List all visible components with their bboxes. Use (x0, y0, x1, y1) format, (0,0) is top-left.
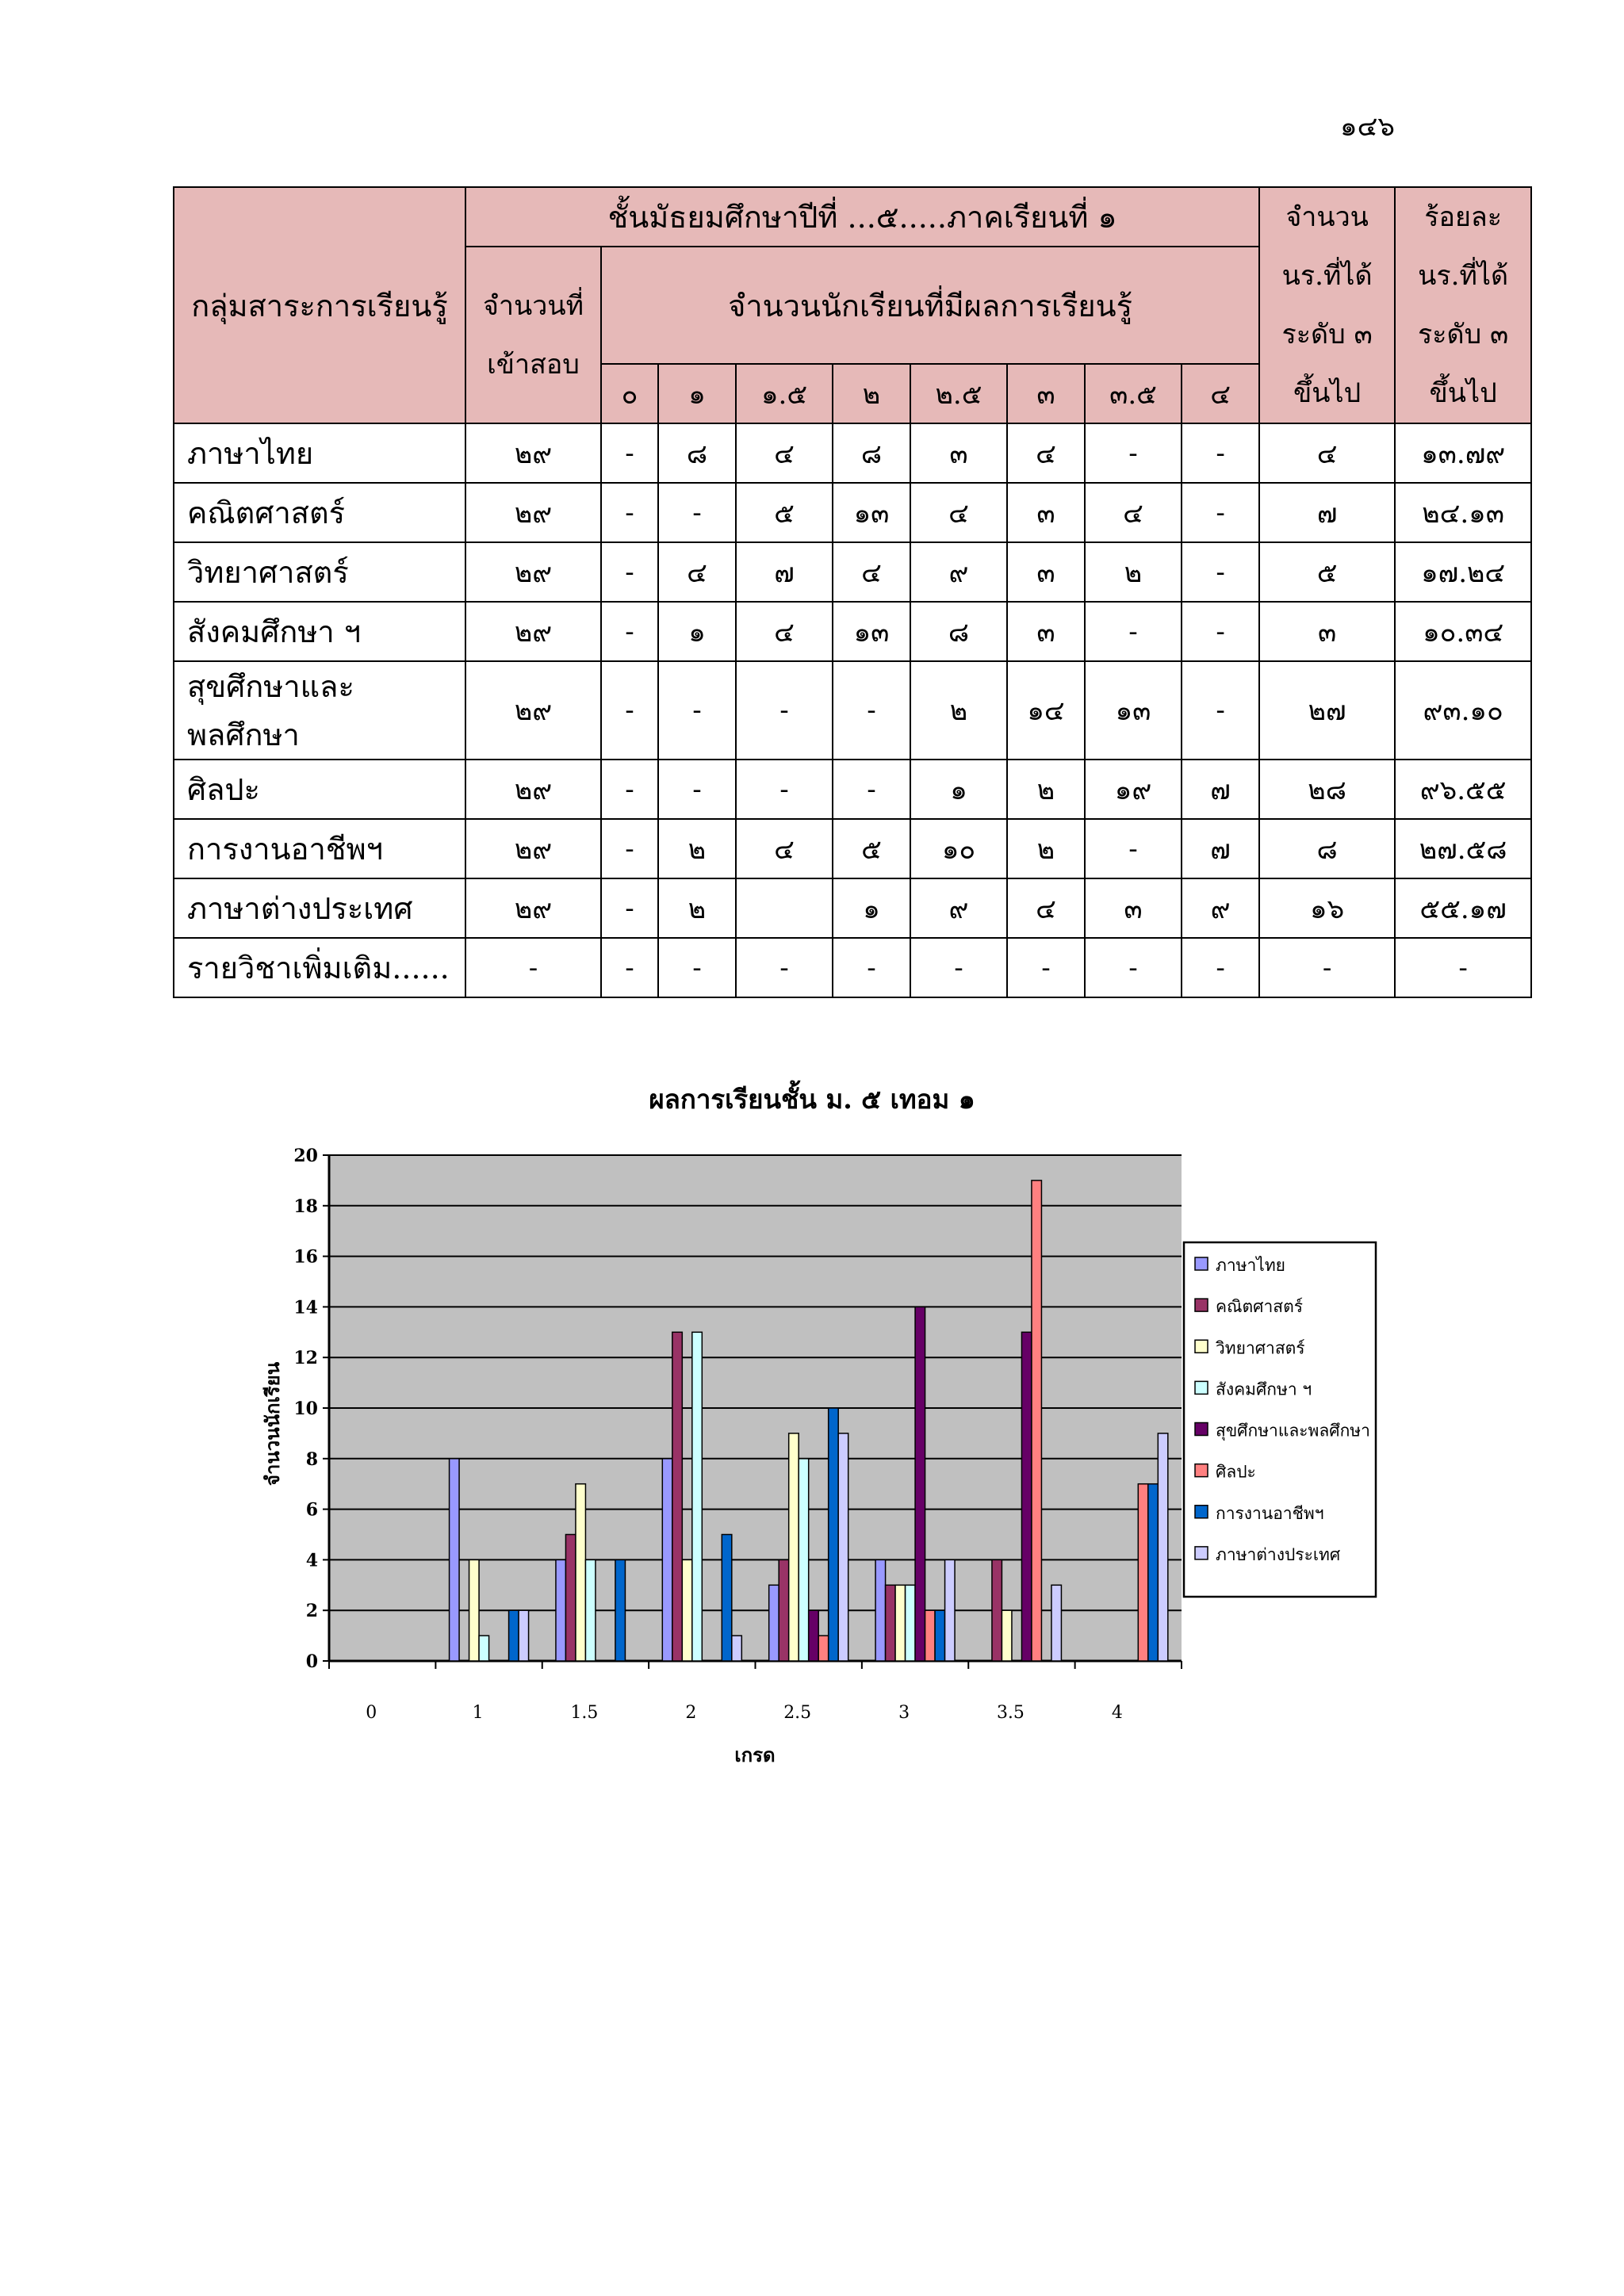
table-cell: ๗ (1182, 760, 1259, 819)
subject-name-cell: สังคมศึกษา ฯ (174, 602, 465, 661)
legend-swatch (1195, 1506, 1208, 1518)
table-cell: ๑ (658, 602, 736, 661)
percent-level3-header: ร้อยละ นร.ที่ได้ ระดับ ๓ ขึ้นไป (1395, 187, 1531, 423)
table-cell: ๒๙ (465, 661, 601, 760)
bar (886, 1585, 896, 1661)
table-cell: ๔ (736, 602, 833, 661)
bar (479, 1636, 489, 1661)
bar (838, 1433, 848, 1661)
x-axis-label: เกรด (734, 1743, 776, 1766)
legend-label: การงานอาชีพฯ (1216, 1503, 1324, 1523)
table-cell: ๕ (736, 483, 833, 542)
table-row (174, 819, 1531, 878)
bar (576, 1484, 586, 1661)
table-cell: ๒ (1085, 542, 1182, 602)
table-cell: ๒๙ (465, 819, 601, 878)
bar (450, 1459, 460, 1661)
subject-name-cell: รายวิชาเพิ่มเติม...... (174, 938, 465, 997)
grade-level-header: ๐ (601, 364, 658, 423)
table-cell: ๒๗.๕๘ (1395, 819, 1531, 878)
bar (992, 1559, 1002, 1661)
table-cell: ๙ (1182, 878, 1259, 938)
bar (1051, 1585, 1062, 1661)
count-level3-header: จำนวน นร.ที่ได้ ระดับ ๓ ขึ้นไป (1259, 187, 1395, 423)
grade-level-header: ๒.๕ (910, 364, 1007, 423)
table-cell: ๗ (1182, 819, 1259, 878)
table-cell: - (658, 938, 736, 997)
table-row (174, 938, 1531, 997)
subject-name-cell: วิทยาศาสตร์ (174, 542, 465, 602)
bar (469, 1559, 480, 1661)
table-cell: ๕๕.๑๗ (1395, 878, 1531, 938)
table-cell: ๒ (1007, 760, 1085, 819)
table-cell: ๔ (736, 423, 833, 483)
legend-swatch (1195, 1547, 1208, 1559)
table-cell: ๗ (1259, 483, 1395, 542)
bar (1021, 1332, 1032, 1661)
table-cell: - (1182, 938, 1259, 997)
table-cell: - (601, 483, 658, 542)
table-cell: ๑๓.๗๙ (1395, 423, 1531, 483)
y-tick-label: 0 (305, 1651, 318, 1672)
legend-swatch (1195, 1381, 1208, 1394)
bar (1138, 1484, 1148, 1661)
table-cell: ๙๖.๕๕ (1395, 760, 1531, 819)
chart-legend (1184, 1242, 1376, 1597)
y-tick-label: 16 (293, 1246, 318, 1268)
bar (789, 1433, 799, 1661)
y-tick-label: 2 (305, 1601, 318, 1622)
table-cell: ๑ (910, 760, 1007, 819)
grade-level-header: ๔ (1182, 364, 1259, 423)
bar (915, 1307, 925, 1661)
grades-group-header: จำนวนนักเรียนที่มีผลการเรียนรู้ (601, 247, 1259, 364)
table-cell: - (1182, 423, 1259, 483)
table-cell: ๕ (1259, 542, 1395, 602)
y-tick-label: 8 (305, 1448, 318, 1470)
bar (1158, 1433, 1168, 1661)
table-cell: ๑๓ (833, 602, 910, 661)
table-row (174, 878, 1531, 938)
table-cell: - (1085, 423, 1182, 483)
table-cell: ๓ (1085, 878, 1182, 938)
bar (779, 1559, 789, 1661)
x-tick-label: 1.5 (570, 1703, 599, 1723)
table-cell: - (736, 938, 833, 997)
table-cell: ๘ (910, 602, 1007, 661)
table-cell: - (658, 483, 736, 542)
grade-level-header: ๓ (1007, 364, 1085, 423)
bar (945, 1559, 956, 1661)
table-cell: ๒๙ (465, 760, 601, 819)
table-cell: ๒ (1007, 819, 1085, 878)
tested-count-header: จำนวนที่ เข้าสอบ (465, 247, 601, 423)
table-cell (736, 878, 833, 938)
bar (1002, 1610, 1012, 1661)
bar (585, 1559, 596, 1661)
table-cell: ๘ (1259, 819, 1395, 878)
y-tick-label: 6 (305, 1499, 318, 1521)
table-cell: - (1395, 938, 1531, 997)
legend-label: สุขศึกษาและพลศึกษา (1216, 1421, 1370, 1441)
table-cell: - (601, 542, 658, 602)
grade-level-header: ๒ (833, 364, 910, 423)
bar (818, 1636, 829, 1661)
legend-swatch (1195, 1464, 1208, 1477)
table-cell: ๔ (910, 483, 1007, 542)
bar (672, 1332, 683, 1661)
table-cell: ๒๙ (465, 542, 601, 602)
bar (662, 1459, 672, 1661)
bar (692, 1332, 703, 1661)
table-cell: ๓ (1007, 542, 1085, 602)
table-cell: - (601, 878, 658, 938)
legend-swatch (1195, 1340, 1208, 1353)
table-cell: ๘ (833, 423, 910, 483)
table-cell: - (1182, 602, 1259, 661)
table-cell: ๒ (658, 819, 736, 878)
x-tick-label: 0 (366, 1703, 377, 1723)
table-cell: ๘ (658, 423, 736, 483)
table-cell: ๔ (833, 542, 910, 602)
table-cell: - (736, 661, 833, 760)
class-term-header: ชั้นมัธยมศึกษาปีที่ ...๕.....ภาคเรียนที่ ๑ (465, 187, 1259, 247)
table-cell: - (1007, 938, 1085, 997)
table-cell: - (1259, 938, 1395, 997)
table-cell: ๑๙ (1085, 760, 1182, 819)
subject-name-cell: ภาษาต่างประเทศ (174, 878, 465, 938)
table-cell: - (601, 602, 658, 661)
bar (809, 1610, 819, 1661)
table-cell: ๔ (1085, 483, 1182, 542)
subject-name-cell: ภาษาไทย (174, 423, 465, 483)
table-row (174, 423, 1531, 483)
grade-level-header: ๓.๕ (1085, 364, 1182, 423)
table-cell: ๒ (658, 878, 736, 938)
page-number: ๑๔๖ (1340, 111, 1395, 143)
bar (519, 1610, 529, 1661)
bar (509, 1610, 519, 1661)
table-cell: ๑๐ (910, 819, 1007, 878)
table-cell: ๑๗.๒๔ (1395, 542, 1531, 602)
bar (799, 1459, 809, 1661)
x-tick-label: 1 (472, 1703, 484, 1723)
table-cell: ๒ (910, 661, 1007, 760)
y-tick-label: 18 (293, 1196, 318, 1217)
table-cell: - (1182, 542, 1259, 602)
table-cell: - (833, 661, 910, 760)
table-cell: ๔ (736, 819, 833, 878)
legend-label: คณิตศาสตร์ (1216, 1297, 1304, 1317)
table-cell: - (601, 938, 658, 997)
legend-swatch (1195, 1257, 1208, 1270)
bar (829, 1408, 839, 1661)
table-cell: ๔ (1007, 878, 1085, 938)
table-cell: ๑๓ (1085, 661, 1182, 760)
table-cell: ๑๓ (833, 483, 910, 542)
table-row (174, 661, 1531, 760)
table-cell: ๑๖ (1259, 878, 1395, 938)
table-cell: ๑๔ (1007, 661, 1085, 760)
bar (1032, 1181, 1042, 1661)
table-cell: ๓ (1007, 602, 1085, 661)
grade-bar-chart (0, 1110, 1624, 1808)
legend-swatch (1195, 1299, 1208, 1311)
table-cell: - (833, 760, 910, 819)
table-cell: ๗ (736, 542, 833, 602)
table-row (174, 602, 1531, 661)
bar (1148, 1484, 1159, 1661)
table-cell: - (658, 661, 736, 760)
legend-label: ภาษาไทย (1216, 1256, 1285, 1275)
table-cell: - (736, 760, 833, 819)
x-tick-label: 2.5 (783, 1703, 812, 1723)
bar (722, 1535, 732, 1662)
x-tick-label: 2 (685, 1703, 697, 1723)
subject-group-header: กลุ่มสาระการเรียนรู้ (174, 187, 465, 423)
table-cell: - (910, 938, 1007, 997)
y-tick-label: 14 (293, 1297, 318, 1318)
table-cell: ๓ (910, 423, 1007, 483)
chart-title: ผลการเรียนชั้น ม. ๕ เทอม ๑ (649, 1084, 975, 1115)
bar (935, 1610, 945, 1661)
subject-name-cell: สุขศึกษาและพลศึกษา (174, 661, 465, 760)
table-cell: ๔ (1259, 423, 1395, 483)
bar (556, 1559, 566, 1661)
x-tick-label: 3.5 (996, 1703, 1025, 1723)
table-cell: ๔ (1007, 423, 1085, 483)
table-cell: ๒๗ (1259, 661, 1395, 760)
bar (732, 1636, 742, 1661)
table-cell: ๙๓.๑๐ (1395, 661, 1531, 760)
table-cell: - (601, 423, 658, 483)
legend-swatch (1195, 1423, 1208, 1436)
table-row (174, 542, 1531, 602)
subject-name-cell: ศิลปะ (174, 760, 465, 819)
table-cell: - (1085, 938, 1182, 997)
table-cell: ๑ (833, 878, 910, 938)
table-cell: ๒๙ (465, 423, 601, 483)
table-cell: - (1085, 819, 1182, 878)
bar (895, 1585, 906, 1661)
bar (925, 1610, 936, 1661)
table-cell: - (658, 760, 736, 819)
table-cell: - (1085, 602, 1182, 661)
table-cell: - (465, 938, 601, 997)
table-cell: - (1182, 661, 1259, 760)
table-cell: ๒๙ (465, 602, 601, 661)
grade-level-header: ๑ (658, 364, 736, 423)
bar (875, 1559, 886, 1661)
legend-label: วิทยาศาสตร์ (1216, 1338, 1305, 1358)
table-cell: - (601, 661, 658, 760)
legend-label: สังคมศึกษา ฯ (1216, 1380, 1312, 1399)
bar (565, 1535, 576, 1662)
table-cell: ๓ (1259, 602, 1395, 661)
bar (769, 1585, 779, 1661)
table-cell: - (601, 819, 658, 878)
table-cell: ๒๙ (465, 878, 601, 938)
y-axis-label: จำนวนนักเรียน (261, 1361, 284, 1487)
table-body (174, 423, 1531, 997)
legend-label: ภาษาต่างประเทศ (1216, 1544, 1341, 1564)
table-cell: ๙ (910, 542, 1007, 602)
table-cell: - (601, 760, 658, 819)
x-tick-label: 3 (898, 1703, 910, 1723)
table-cell: - (833, 938, 910, 997)
table-row (174, 483, 1531, 542)
y-tick-label: 10 (293, 1399, 318, 1419)
table-cell: ๑๐.๓๔ (1395, 602, 1531, 661)
table-cell: ๔ (658, 542, 736, 602)
y-tick-label: 12 (293, 1348, 318, 1369)
grade-results-table (173, 186, 1532, 998)
subject-name-cell: คณิตศาสตร์ (174, 483, 465, 542)
y-tick-label: 20 (293, 1146, 318, 1166)
x-tick-label: 4 (1111, 1703, 1123, 1723)
table-cell: ๒๔.๑๓ (1395, 483, 1531, 542)
table-cell: ๓ (1007, 483, 1085, 542)
table-row (174, 760, 1531, 819)
table-cell: ๙ (910, 878, 1007, 938)
bar (682, 1559, 692, 1661)
table-cell: ๒๘ (1259, 760, 1395, 819)
bar (615, 1559, 626, 1661)
y-tick-label: 4 (305, 1550, 318, 1571)
table-cell: ๒๙ (465, 483, 601, 542)
legend-label: ศิลปะ (1216, 1462, 1256, 1482)
table-cell: ๕ (833, 819, 910, 878)
table-cell: - (1182, 483, 1259, 542)
subject-name-cell: การงานอาชีพฯ (174, 819, 465, 878)
grade-level-header: ๑.๕ (736, 364, 833, 423)
bar (906, 1585, 916, 1661)
